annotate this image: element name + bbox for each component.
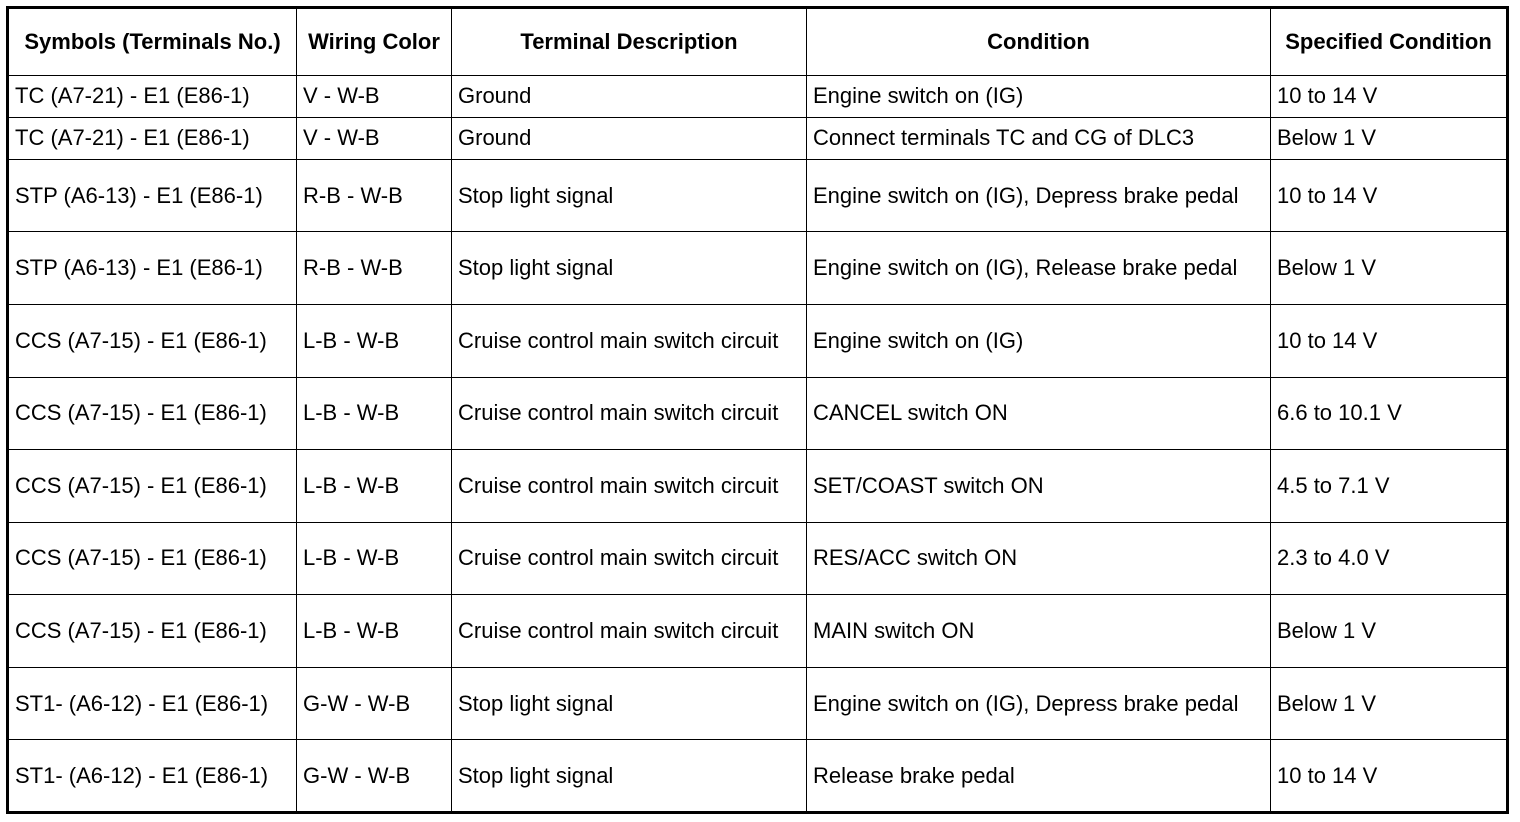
cell-condition: Release brake pedal	[807, 740, 1271, 813]
cell-specified: Below 1 V	[1271, 232, 1508, 305]
cell-symbol: TC (A7-21) - E1 (E86-1)	[8, 76, 297, 118]
cell-wiring-color: V - W-B	[297, 76, 452, 118]
table-row	[8, 667, 1508, 740]
terminal-spec-table	[6, 6, 1509, 814]
cell-wiring-color: V - W-B	[297, 117, 452, 159]
cell-description: Ground	[452, 117, 807, 159]
cell-symbol: CCS (A7-15) - E1 (E86-1)	[8, 450, 297, 523]
cell-condition: Engine switch on (IG)	[807, 76, 1271, 118]
cell-specified: 4.5 to 7.1 V	[1271, 450, 1508, 523]
header-symbols: Symbols (Terminals No.)	[8, 8, 297, 76]
cell-description: Cruise control main switch circuit	[452, 377, 807, 450]
cell-specified: 10 to 14 V	[1271, 76, 1508, 118]
cell-condition: Engine switch on (IG), Depress brake pedal	[807, 159, 1271, 232]
cell-specified: 10 to 14 V	[1271, 159, 1508, 232]
cell-description: Stop light signal	[452, 159, 807, 232]
cell-symbol: STP (A6-13) - E1 (E86-1)	[8, 232, 297, 305]
cell-description: Cruise control main switch circuit	[452, 450, 807, 523]
header-specified-condition: Specified Condition	[1271, 8, 1508, 76]
header-wiring-color: Wiring Color	[297, 8, 452, 76]
cell-wiring-color: R-B - W-B	[297, 159, 452, 232]
table-row	[8, 522, 1508, 595]
table-row	[8, 76, 1508, 118]
cell-description: Cruise control main switch circuit	[452, 595, 807, 668]
cell-wiring-color: L-B - W-B	[297, 522, 452, 595]
header-terminal-description: Terminal Description	[452, 8, 807, 76]
cell-condition: MAIN switch ON	[807, 595, 1271, 668]
cell-symbol: CCS (A7-15) - E1 (E86-1)	[8, 377, 297, 450]
cell-symbol: CCS (A7-15) - E1 (E86-1)	[8, 595, 297, 668]
table-row	[8, 740, 1508, 813]
cell-condition: SET/COAST switch ON	[807, 450, 1271, 523]
cell-wiring-color: L-B - W-B	[297, 595, 452, 668]
cell-wiring-color: L-B - W-B	[297, 377, 452, 450]
cell-wiring-color: L-B - W-B	[297, 304, 452, 377]
table-row	[8, 377, 1508, 450]
table-row	[8, 117, 1508, 159]
cell-description: Stop light signal	[452, 667, 807, 740]
cell-specified: 6.6 to 10.1 V	[1271, 377, 1508, 450]
cell-condition: Connect terminals TC and CG of DLC3	[807, 117, 1271, 159]
table-body	[8, 76, 1508, 813]
cell-description: Stop light signal	[452, 740, 807, 813]
cell-description: Cruise control main switch circuit	[452, 522, 807, 595]
cell-symbol: STP (A6-13) - E1 (E86-1)	[8, 159, 297, 232]
table-row	[8, 450, 1508, 523]
cell-symbol: ST1- (A6-12) - E1 (E86-1)	[8, 740, 297, 813]
cell-wiring-color: G-W - W-B	[297, 667, 452, 740]
cell-condition: RES/ACC switch ON	[807, 522, 1271, 595]
cell-specified: 10 to 14 V	[1271, 740, 1508, 813]
cell-symbol: CCS (A7-15) - E1 (E86-1)	[8, 304, 297, 377]
header-row	[8, 8, 1508, 76]
cell-condition: CANCEL switch ON	[807, 377, 1271, 450]
table-row	[8, 595, 1508, 668]
cell-symbol: TC (A7-21) - E1 (E86-1)	[8, 117, 297, 159]
table-row	[8, 304, 1508, 377]
cell-condition: Engine switch on (IG), Depress brake pedal	[807, 667, 1271, 740]
cell-description: Ground	[452, 76, 807, 118]
table-row	[8, 159, 1508, 232]
cell-symbol: ST1- (A6-12) - E1 (E86-1)	[8, 667, 297, 740]
cell-description: Cruise control main switch circuit	[452, 304, 807, 377]
cell-specified: 2.3 to 4.0 V	[1271, 522, 1508, 595]
cell-specified: Below 1 V	[1271, 595, 1508, 668]
cell-specified: 10 to 14 V	[1271, 304, 1508, 377]
header-condition: Condition	[807, 8, 1271, 76]
cell-specified: Below 1 V	[1271, 667, 1508, 740]
table-row	[8, 232, 1508, 305]
cell-description: Stop light signal	[452, 232, 807, 305]
cell-condition: Engine switch on (IG), Release brake pedal	[807, 232, 1271, 305]
table-header	[8, 8, 1508, 76]
cell-condition: Engine switch on (IG)	[807, 304, 1271, 377]
cell-wiring-color: G-W - W-B	[297, 740, 452, 813]
cell-specified: Below 1 V	[1271, 117, 1508, 159]
cell-wiring-color: R-B - W-B	[297, 232, 452, 305]
cell-wiring-color: L-B - W-B	[297, 450, 452, 523]
cell-symbol: CCS (A7-15) - E1 (E86-1)	[8, 522, 297, 595]
